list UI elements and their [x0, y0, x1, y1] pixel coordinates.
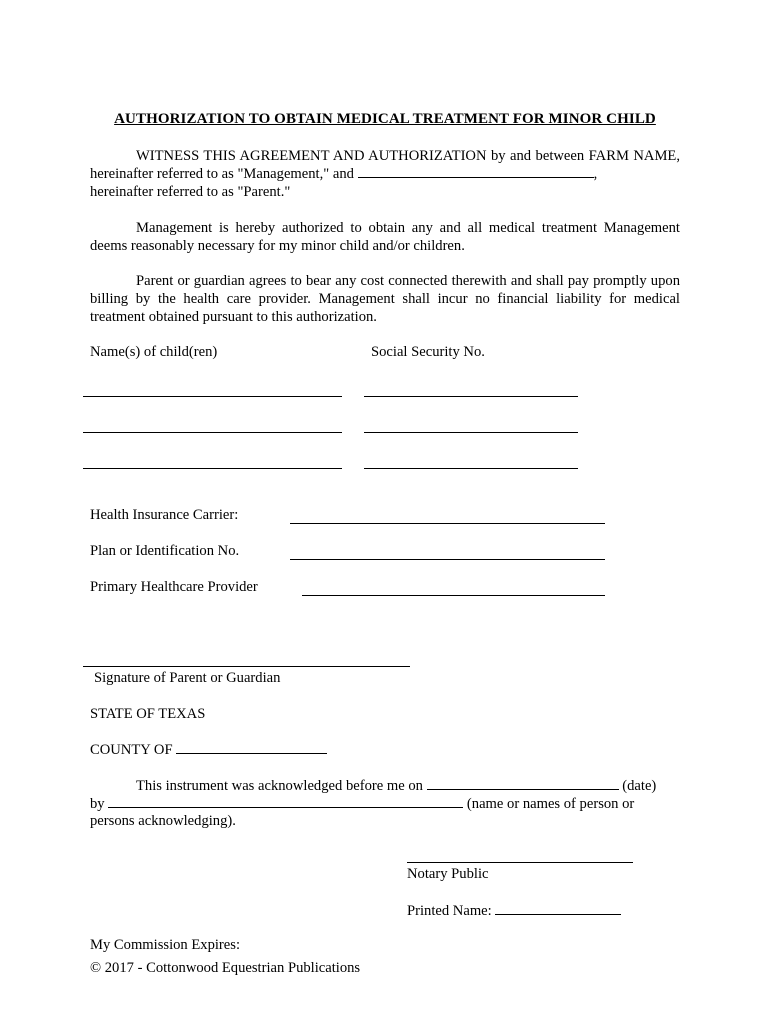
printed-name-label: Printed Name:: [407, 903, 492, 919]
child-ssn-field-2[interactable]: [364, 432, 578, 433]
witness-comma: ,: [593, 166, 598, 182]
acknowledgment-text: This instrument was acknowledged before me on: [136, 778, 423, 794]
witness-text: WITNESS THIS AGREEMENT AND AUTHORIZATION by and between FARM NAME, hereinafter referred to as "Management," and: [90, 148, 680, 182]
insurance-carrier-field[interactable]: [290, 523, 605, 524]
cost-paragraph: [90, 272, 680, 326]
county-line: [90, 741, 327, 759]
printed-name-field[interactable]: [495, 902, 621, 915]
date-suffix: (date): [622, 778, 657, 794]
signature-field[interactable]: [83, 666, 410, 667]
ssn-label: Social Security No.: [371, 344, 485, 360]
copyright-notice: © 2017 - Cottonwood Equestrian Publications: [90, 960, 361, 976]
county-label: COUNTY OF: [90, 742, 173, 758]
commission-expires-label: My Commission Expires:: [90, 937, 240, 953]
signature-label: Signature of Parent or Guardian: [94, 670, 281, 686]
acknowledgment-line-3: persons acknowledging).: [90, 813, 236, 829]
county-field[interactable]: [176, 741, 327, 754]
treatment-text: Management is hereby authorized to obtain any and all medical treatment Management deems reasonably necessary for my minor child and/or children.: [90, 220, 680, 254]
notary-signature-field[interactable]: [407, 862, 633, 863]
children-names-label: Name(s) of child(ren): [90, 344, 218, 360]
insurance-carrier-label: Health Insurance Carrier:: [90, 507, 239, 523]
document-title: AUTHORIZATION TO OBTAIN MEDICAL TREATMENT FOR MINOR CHILD: [114, 111, 656, 127]
treatment-paragraph: [90, 219, 680, 255]
plan-id-label: Plan or Identification No.: [90, 543, 240, 559]
child-ssn-field-3[interactable]: [364, 468, 578, 469]
witness-paragraph: [90, 147, 680, 201]
acknowledgment-line-2: [90, 795, 634, 813]
cost-text: Parent or guardian agrees to bear any cost connected therewith and shall pay promptly upon billing by the health care provider. Management shall incur no financial liability for medical treatment obtained pursuant to this authorization.: [90, 273, 680, 325]
plan-id-field[interactable]: [290, 559, 605, 560]
child-name-field-2[interactable]: [83, 432, 342, 433]
by-label: by: [90, 796, 105, 812]
healthcare-provider-label: Primary Healthcare Provider: [90, 579, 258, 595]
name-suffix: (name or names of person or: [466, 796, 635, 812]
child-ssn-field-1[interactable]: [364, 396, 578, 397]
acknowledgment-date-field[interactable]: [427, 777, 619, 790]
witness-parent-line: hereinafter referred to as "Parent.": [90, 184, 291, 200]
child-name-field-3[interactable]: [83, 468, 342, 469]
acknowledgment-line-1: [136, 777, 656, 795]
healthcare-provider-field[interactable]: [302, 595, 605, 596]
acknowledging-person-field[interactable]: [108, 795, 463, 808]
state-label: STATE OF TEXAS: [90, 706, 206, 722]
notary-public-label: Notary Public: [407, 866, 489, 882]
printed-name-line: [407, 902, 621, 920]
parent-name-field[interactable]: [358, 165, 594, 178]
child-name-field-1[interactable]: [83, 396, 342, 397]
